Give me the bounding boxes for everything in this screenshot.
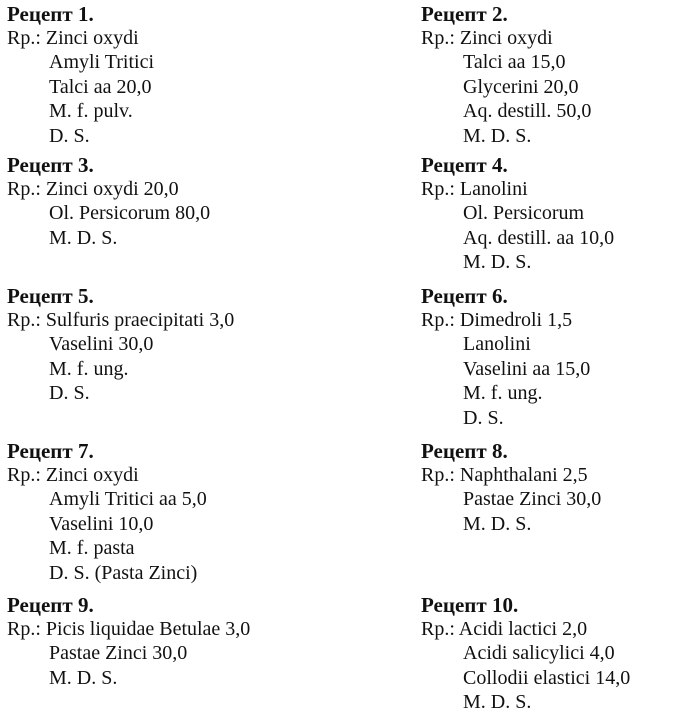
recipe-line: [421, 617, 630, 641]
recipe-2: [421, 2, 591, 148]
instruction: M. D. S.: [463, 512, 532, 535]
recipe-9: [7, 593, 250, 690]
ingredient: Ol. Persicorum: [463, 202, 585, 225]
instruction: M. D. S.: [49, 226, 118, 249]
recipe-4: [421, 153, 614, 275]
recipe-title: Рецепт 5.: [7, 284, 94, 308]
ingredient: Aq. destill. aa 10,0: [463, 226, 615, 249]
ingredient: Pastae Zinci 30,0: [49, 642, 188, 665]
instruction: M. D. S.: [463, 124, 532, 147]
ingredient: Glycerini 20,0: [463, 75, 579, 98]
rp-prefix: Rp.:: [421, 27, 460, 49]
recipe-7: [7, 439, 207, 585]
ingredient: Pastae Zinci 30,0: [463, 488, 602, 511]
recipe-line: [7, 177, 210, 201]
recipe-title: Рецепт 10.: [421, 593, 519, 617]
instruction: M. f. pasta: [49, 537, 135, 560]
ingredient: Zinci oxydi: [45, 464, 139, 486]
ingredient: Talci aa 15,0: [463, 51, 566, 74]
recipe-line: [421, 177, 614, 201]
ingredient: Naphthalani 2,5: [459, 464, 588, 486]
ingredient: Acidi lactici 2,0: [458, 618, 588, 640]
rp-prefix: Rp.:: [421, 178, 460, 200]
ingredient: Lanolini: [459, 178, 528, 200]
recipe-3: [7, 153, 210, 250]
ingredient: Talci aa 20,0: [49, 75, 152, 98]
rp-prefix: Rp.:: [421, 464, 460, 486]
ingredient: Aq. destill. 50,0: [463, 100, 592, 123]
ingredient: Acidi salicylici 4,0: [463, 642, 615, 665]
rp-prefix: Rp.:: [421, 309, 460, 331]
instruction: D. S.: [49, 124, 90, 147]
recipe-title: Рецепт 8.: [421, 439, 508, 463]
recipe-8: [421, 439, 601, 536]
ingredient: Zinci oxydi: [459, 27, 553, 49]
recipe-line: [421, 308, 590, 332]
ingredient: Vaselini 30,0: [49, 333, 154, 356]
rp-prefix: Rp.:: [7, 309, 46, 331]
rp-prefix: Rp.:: [7, 464, 46, 486]
instruction: M. D. S.: [463, 691, 532, 714]
recipe-line: [421, 26, 591, 50]
recipe-title: Рецепт 4.: [421, 153, 508, 177]
recipe-title: Рецепт 1.: [7, 2, 94, 26]
recipe-6: [421, 284, 590, 430]
rp-prefix: Rp.:: [7, 178, 46, 200]
instruction: D. S.: [463, 406, 504, 429]
recipe-title: Рецепт 2.: [421, 2, 508, 26]
recipe-1: [7, 2, 154, 148]
ingredient: Dimedroli 1,5: [459, 309, 573, 331]
ingredient: Collodii elastici 14,0: [463, 666, 631, 689]
ingredient: Vaselini 10,0: [49, 512, 154, 535]
ingredient: Lanolini: [463, 333, 531, 356]
instruction: D. S. (Pasta Zinci): [49, 561, 198, 584]
recipe-line: [7, 308, 234, 332]
recipe-line: [7, 463, 207, 487]
rp-prefix: Rp.:: [7, 618, 46, 640]
ingredient: Sulfuris praecipitati 3,0: [45, 309, 235, 331]
recipe-5: [7, 284, 234, 406]
recipe-title: Рецепт 3.: [7, 153, 94, 177]
ingredient: Zinci oxydi 20,0: [45, 178, 179, 200]
instruction: D. S.: [49, 382, 90, 405]
ingredient: Picis liquidae Betulae 3,0: [45, 618, 251, 640]
instruction: M. f. pulv.: [49, 100, 133, 123]
instruction: M. f. ung.: [49, 357, 129, 380]
rp-prefix: Rp.:: [7, 27, 46, 49]
recipe-line: [7, 26, 154, 50]
rp-prefix: Rp.:: [421, 618, 459, 640]
recipe-title: Рецепт 7.: [7, 439, 94, 463]
ingredient: Zinci oxydi: [45, 27, 139, 49]
instruction: M. D. S.: [49, 666, 118, 689]
ingredient: Vaselini aa 15,0: [463, 357, 591, 380]
ingredient: Ol. Persicorum 80,0: [49, 202, 211, 225]
ingredient: Amyli Tritici aa 5,0: [49, 488, 207, 511]
recipe-line: [7, 617, 250, 641]
recipe-title: Рецепт 9.: [7, 593, 94, 617]
instruction: M. D. S.: [463, 251, 532, 274]
instruction: M. f. ung.: [463, 382, 543, 405]
recipe-title: Рецепт 6.: [421, 284, 508, 308]
recipe-line: [421, 463, 601, 487]
recipe-10: [421, 593, 630, 715]
ingredient: Amyli Tritici: [49, 51, 155, 74]
